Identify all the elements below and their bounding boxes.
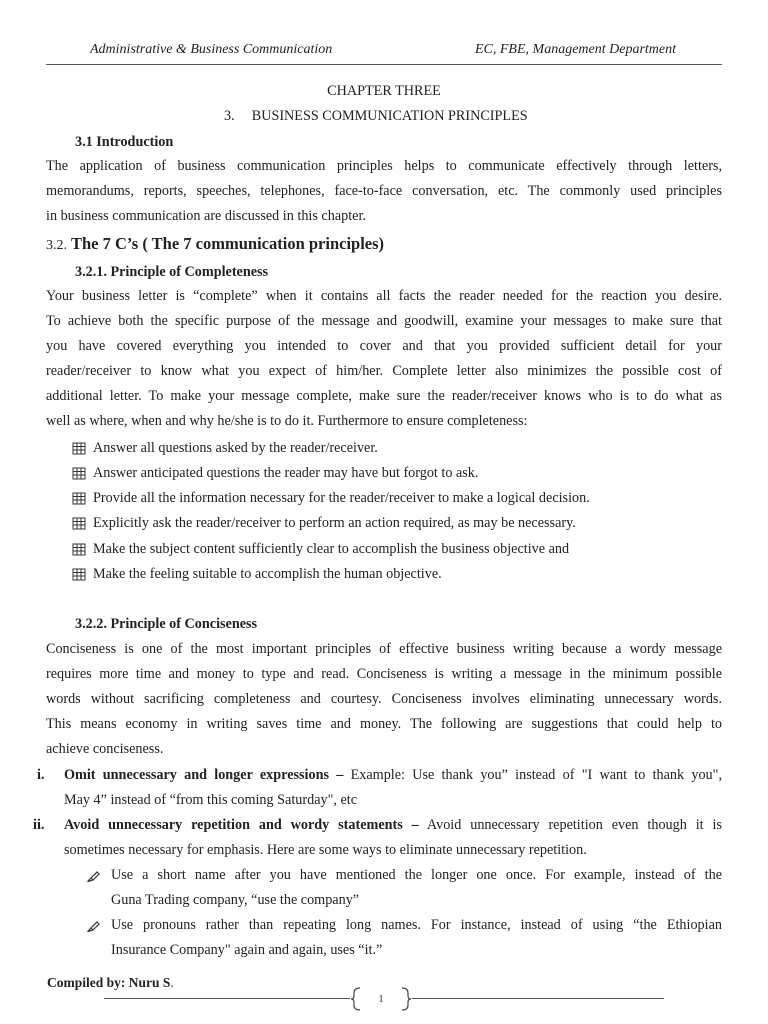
grid-bullet-icon xyxy=(72,467,86,485)
conciseness-line: requires more time and money to type and read. Conciseness is writing a message in the minimum possible xyxy=(46,666,722,682)
item-ii-line1 xyxy=(64,817,722,834)
pen-bullet-icon xyxy=(86,869,100,888)
grid-bullet-icon xyxy=(72,568,86,586)
completeness-heading: 3.2.1. Principle of Completeness xyxy=(75,264,269,280)
grid-bullet-icon xyxy=(72,543,86,561)
section-32-heading xyxy=(46,234,384,254)
grid-bullet-icon xyxy=(72,492,86,510)
compiled-by-dot: . xyxy=(170,975,174,990)
intro-line: The application of business communication principles helps to communicate effectively through letters, xyxy=(46,158,722,174)
item-i-rest: Example: Use thank you” instead of "I want to thank you", xyxy=(343,767,722,783)
item-ii-bold: Avoid unnecessary repetition and wordy statements – xyxy=(64,817,419,833)
section-32-number: 3.2. xyxy=(46,238,67,253)
completeness-line: reader/receiver to know what you expect of him/her. Complete letter also minimizes the possible cost of xyxy=(46,363,722,379)
list-marker-ii: ii. xyxy=(33,817,45,833)
chapter-number: 3. xyxy=(224,108,235,124)
conciseness-line: This means economy in writing saves time and money. The following are suggestions that could help to xyxy=(46,716,722,732)
header-rule xyxy=(46,64,722,65)
intro-line: in business communication are discussed in this chapter. xyxy=(46,208,366,224)
conciseness-heading: 3.2.2. Principle of Conciseness xyxy=(75,616,258,632)
sub-bullet-line: Insurance Company" again and again, uses “it.” xyxy=(111,942,383,958)
completeness-bullet-item: Explicitly ask the reader/receiver to perform an action required, as may be necessary. xyxy=(93,515,576,531)
chapter-title xyxy=(224,108,528,125)
item-i-line1 xyxy=(64,767,722,784)
completeness-line: To achieve both the specific purpose of the message and goodwill, examine your messages to make sure that xyxy=(46,313,722,329)
grid-bullet-icon xyxy=(72,442,86,460)
footer-rule-right xyxy=(412,998,664,999)
sub-bullet-line: Use pronouns rather than repeating long names. For instance, instead of using “the Ethiopian xyxy=(111,917,722,933)
completeness-line: Your business letter is “complete” when it contains all facts the reader needed for the reaction you desire. xyxy=(46,288,722,304)
completeness-bullet-item: Provide all the information necessary for the reader/receiver to make a logical decision. xyxy=(93,490,590,506)
item-ii-rest: Avoid unnecessary repetition even though it is xyxy=(418,817,722,833)
conciseness-line: achieve conciseness. xyxy=(46,741,164,757)
header-department: EC, FBE, Management Department xyxy=(474,42,676,57)
compiled-by xyxy=(47,975,174,991)
intro-heading: 3.1 Introduction xyxy=(75,134,174,150)
header-course-title: Administrative & Business Communication xyxy=(90,42,333,57)
pen-bullet-icon xyxy=(86,919,100,938)
item-i-line2: May 4” instead of “from this coming Saturday", etc xyxy=(64,792,358,808)
section-32-title: The 7 C’s ( The 7 communication principles) xyxy=(71,234,385,253)
sub-bullet-line: Guna Trading company, “use the company” xyxy=(111,892,360,908)
completeness-bullet-item: Answer anticipated questions the reader may have but forgot to ask. xyxy=(93,465,479,481)
completeness-line: well as where, when and why he/she is to do it. Furthermore to ensure completeness: xyxy=(46,413,528,429)
page-number: 1 xyxy=(378,994,384,1005)
conciseness-line: Conciseness is one of the most important principles of effective business writing because a wordy message xyxy=(46,641,722,657)
sub-bullet-line: Use a short name after you have mentioned the longer one once. For example, instead of the xyxy=(111,867,722,883)
running-header xyxy=(46,42,722,62)
item-ii-line2: sometimes necessary for emphasis. Here are some ways to eliminate unnecessary repetition. xyxy=(64,842,587,858)
completeness-line: you have covered everything you intended to cover and that you provided sufficient detail for your xyxy=(46,338,722,354)
page-number-badge xyxy=(350,986,412,1012)
footer-rule-left xyxy=(104,998,350,999)
compiled-by-label: Compiled by: Nuru S xyxy=(47,975,171,990)
item-i-bold: Omit unnecessary and longer expressions – xyxy=(64,767,344,783)
chapter-title-text: BUSINESS COMMUNICATION PRINCIPLES xyxy=(251,108,528,124)
intro-line: memorandums, reports, speeches, telephones, face-to-face conversation, etc. The commonly used principles xyxy=(46,183,722,199)
completeness-bullet-item: Make the subject content sufficiently clear to accomplish the business objective and xyxy=(93,541,570,557)
conciseness-line: words without sacrificing completeness and courtesy. Conciseness involves eliminating unnecessary words. xyxy=(46,691,722,707)
completeness-bullet-item: Answer all questions asked by the reader/receiver. xyxy=(93,440,378,456)
grid-bullet-icon xyxy=(72,517,86,535)
list-marker-i: i. xyxy=(37,767,45,783)
completeness-line: additional letter. To make your message complete, make sure the reader/receiver knows who is to do what as xyxy=(46,388,722,404)
chapter-label: CHAPTER THREE xyxy=(327,83,441,99)
completeness-bullet-item: Make the feeling suitable to accomplish the human objective. xyxy=(93,566,442,582)
